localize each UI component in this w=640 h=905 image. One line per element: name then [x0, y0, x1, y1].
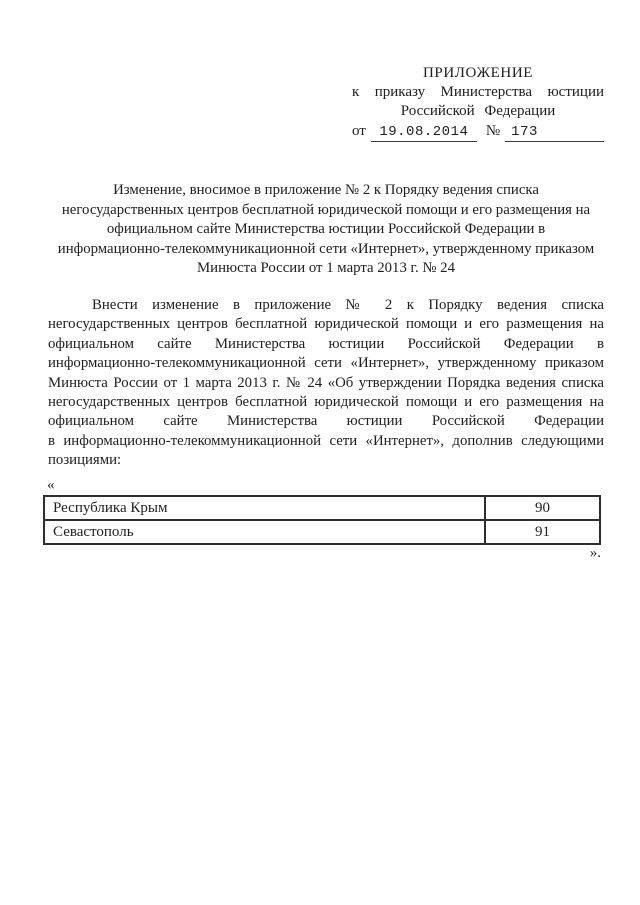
body-line: официальном сайте Министерства юстиции Российской Федерации в	[48, 335, 604, 352]
body-line: в информационно-телекоммуникационной сети «Интернет», дополнив следующими	[48, 432, 604, 449]
body-paragraph	[48, 296, 604, 471]
stamp-title: ПРИЛОЖЕНИЕ	[422, 65, 534, 81]
body-line: Внести изменение в приложение № 2 к Порядку ведения списка	[92, 297, 604, 313]
stamp-line-order: к приказу Министерства юстиции	[352, 84, 604, 100]
approval-stamp	[352, 64, 604, 142]
title-line: Минюста России от 1 марта 2013 г. № 24	[197, 260, 455, 276]
region-cell: Республика Крым	[44, 496, 485, 520]
title-line: Изменение, вносимое в приложение № 2 к Порядку ведения списка	[113, 182, 539, 198]
body-line: информационно-телекоммуникационной сети «Интернет», утвержденному приказом	[48, 355, 604, 372]
open-quote-mark: «	[47, 477, 55, 493]
document-title	[48, 181, 604, 279]
amendment-table	[43, 495, 601, 545]
body-line: официальном сайте Министерства юстиции Российской Федерации	[48, 413, 604, 430]
order-number-value: 173	[505, 124, 604, 142]
title-line: информационно-телекоммуникационной сети «Интернет», утвержденному приказом	[57, 240, 595, 257]
region-cell: Севастополь	[44, 520, 485, 544]
order-date-number-line	[352, 122, 604, 142]
table-row	[44, 520, 600, 544]
body-line: Минюста России от 1 марта 2013 г. № 24 «Об утверждении Порядка ведения списка	[48, 374, 604, 391]
body-line: негосударственных центров бесплатной юридической помощи и его размещения на	[48, 316, 604, 333]
title-line: негосударственных центров бесплатной юридической помощи и его размещения на	[61, 201, 591, 218]
table-row	[44, 496, 600, 520]
stamp-line-rf: Российской Федерации	[400, 103, 556, 119]
body-line: негосударственных центров бесплатной юридической помощи и его размещения на	[48, 394, 604, 411]
title-line: официальном сайте Министерства юстиции Российской Федерации в	[106, 221, 546, 237]
body-line: позициями:	[48, 452, 122, 469]
order-date-value: 19.08.2014	[371, 124, 477, 142]
code-cell: 91	[485, 520, 600, 544]
ot-label: от	[352, 123, 366, 139]
code-cell: 90	[485, 496, 600, 520]
number-sign: №	[485, 123, 501, 139]
close-quote-mark: ».	[589, 545, 601, 561]
